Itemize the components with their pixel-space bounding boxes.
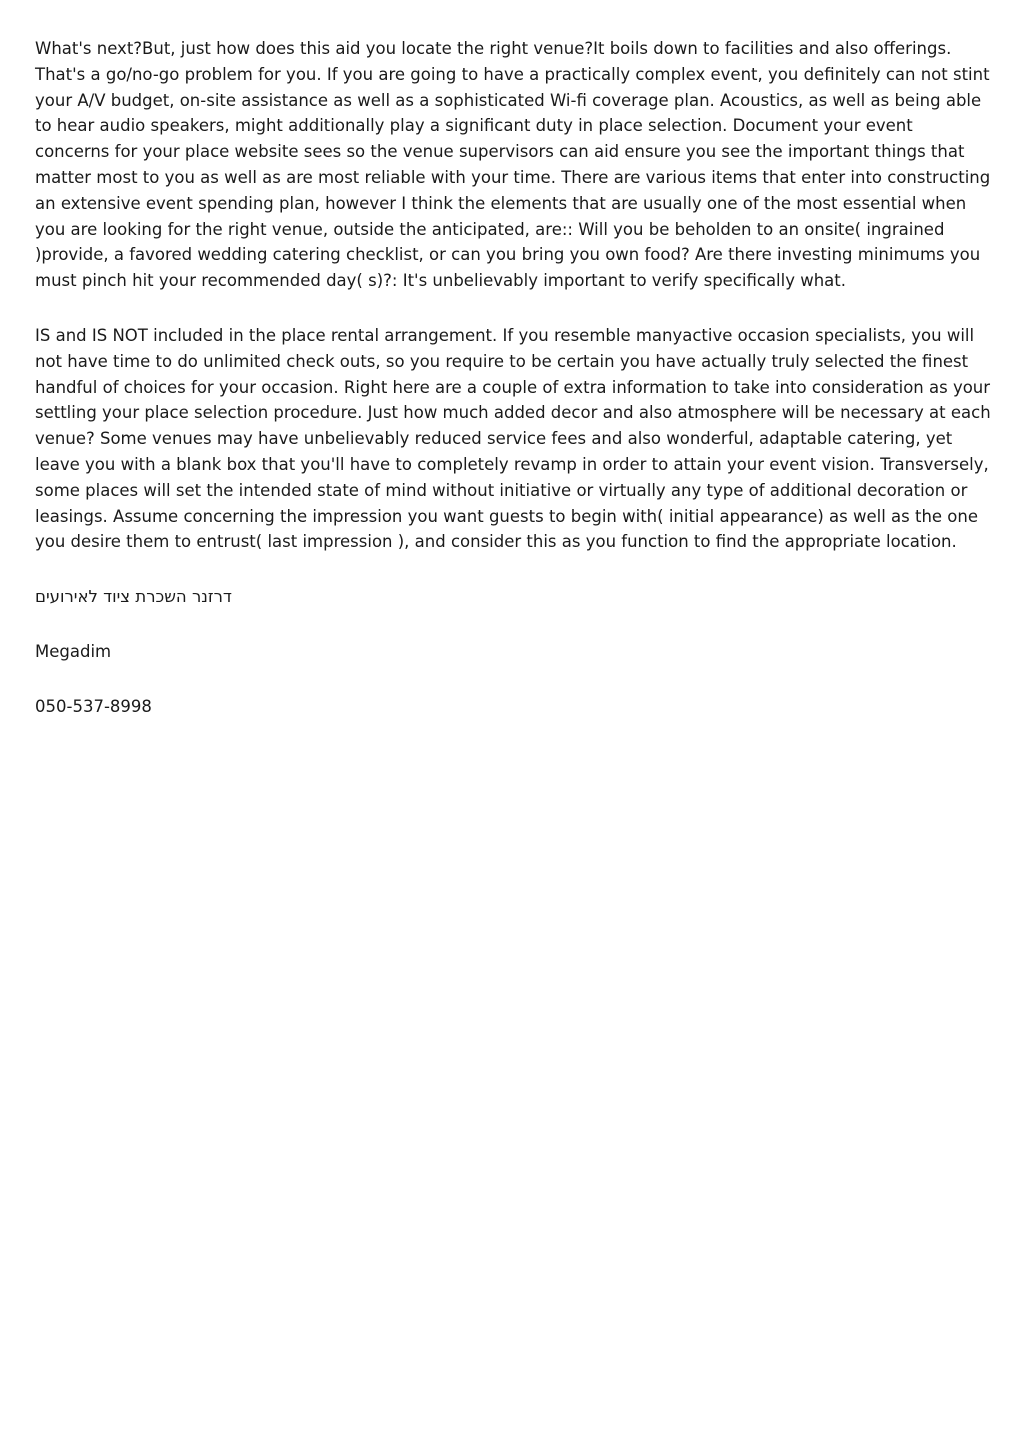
body-paragraph-2: IS and IS NOT included in the place rental arrangement. If you resemble manyactive occasion specialists, you will not have time to do unlimited check outs, so you require to be certain you have actually truly selected the finest handful of choices for your occasion. Right here are a couple of extra information to take into consideration as your settling your place selection procedure. Just how much added decor and also atmosphere will be necessary at each venue? Some venues may have unbelievably reduced service fees and also wonderful, adaptable catering, yet leave you with a blank box that you'll have to completely revamp in order to attain your event vision. Transversely, some places will set the intended state of mind without initiative or virtually any type of additional decoration or leasings. Assume concerning the impression you want guests to begin with( initial appearance) as well as the one you desire them to entrust( last impression ), and consider this as you function to find the appropriate location.: [35, 325, 991, 552]
company-name: Megadim: [35, 641, 112, 661]
body-paragraph-1: What's next?But, just how does this aid you locate the right venue?It boils down to facilities and also offerings. That's a go/no-go problem for you. If you are going to have a practically complex event, you definitely can not stint your A/V budget, on-site assistance as well as a sophisticated Wi-fi coverage plan. Acoustics, as well as being able to hear audio speakers, might additionally play a significant duty in place selection. Document your event concerns for your place website sees so the venue supervisors can aid ensure you see the important things that matter most to you as well as are most reliable with your time. There are various items that enter into constructing an extensive event spending plan, however I think the elements that are usually one of the most essential when you are looking for the right venue, outside the anticipated, are:: Will you be beholden to an onsite( ingrained )provide, a favored wedding catering checklist, or can you bring you own food? Are there investing minimums you must pinch hit your recommended day( s)?: It's unbelievably important to verify specifically what.: [35, 39, 991, 291]
phone-number: 050-537-8998: [35, 696, 152, 716]
hebrew-line-container: [35, 584, 991, 610]
document-body: [35, 36, 991, 749]
hebrew-title-line: דרזנר השכרת ציוד לאירועים: [35, 587, 232, 607]
